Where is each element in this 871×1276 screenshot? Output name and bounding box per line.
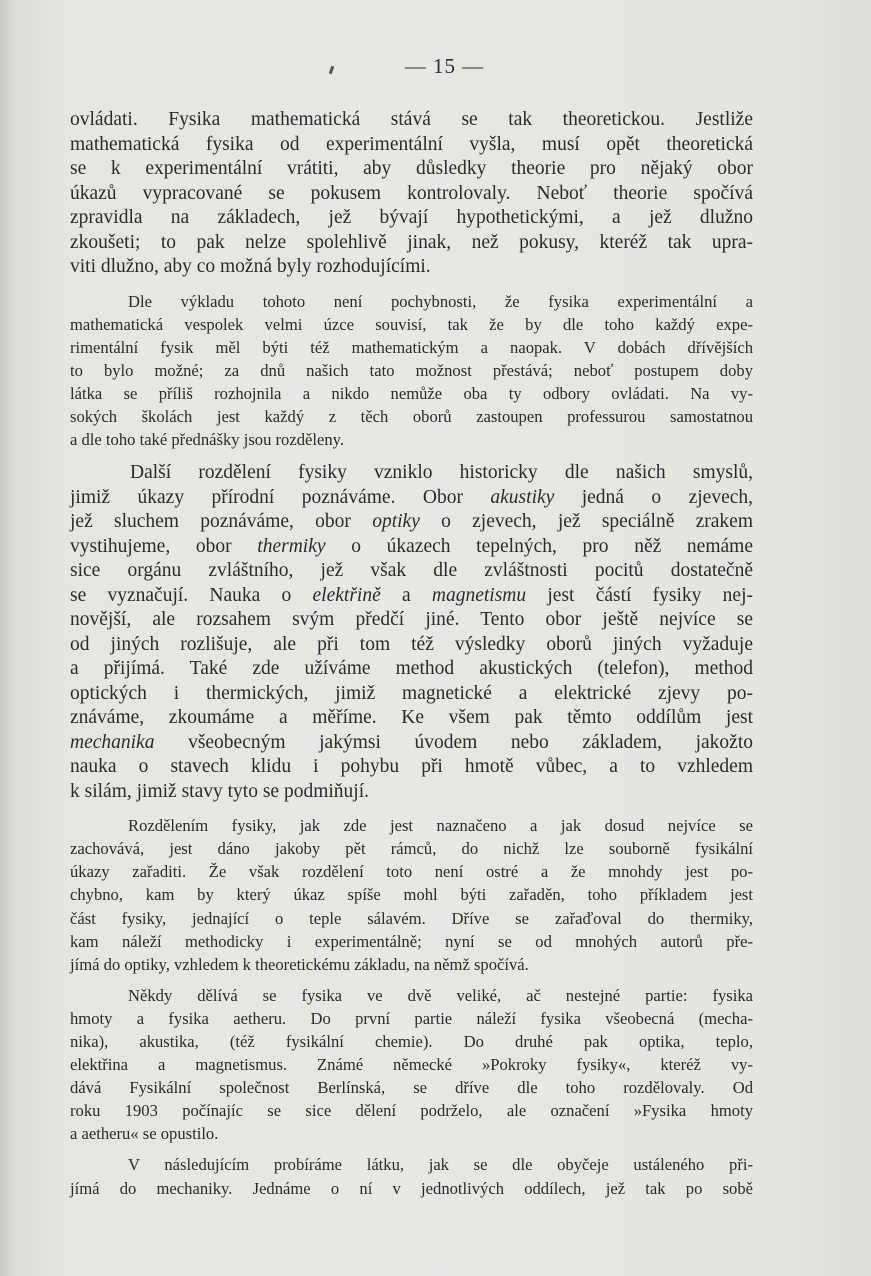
paragraph	[70, 290, 753, 452]
paragraph-gap	[70, 976, 753, 984]
text-line	[70, 255, 753, 280]
text-line	[70, 883, 753, 906]
text-segment: úkazů vypracované se pokusem kontrolovaly. Neboť theorie spočívá	[70, 182, 753, 204]
text-line	[70, 382, 753, 405]
text-line	[70, 953, 753, 976]
text-segment: sice orgánu zvláštního, jež však dle zvláštnosti pocitů dostatečně	[70, 560, 753, 582]
text-segment: o zjevech, jež speciálně zrakem	[419, 511, 754, 533]
page-body	[70, 108, 753, 1200]
italic-term: magnetismu	[431, 584, 527, 606]
text-segment: jedná o zjevech,	[554, 486, 754, 508]
text-line	[70, 706, 753, 731]
paragraph-gap	[70, 280, 753, 290]
text-segment: jest částí fysiky nej-	[526, 584, 753, 606]
text-line	[70, 461, 753, 486]
italic-term: thermiky	[257, 535, 326, 557]
text-line	[70, 313, 753, 336]
text-segment: hmoty a fysika aetheru. Do první partie náleží fysika všeobecná (mecha-	[70, 1008, 753, 1028]
text-segment: rimentální fysik měl býti též mathematickým a naopak. V dobách dřívějších	[70, 337, 753, 357]
text-segment: zpravidla na základech, jež bývají hypothetickými, a jež dlužno	[70, 207, 753, 228]
text-segment: od jiných rozlišuje, ale při tom též výsledky oborů jiných vyžaduje	[70, 633, 753, 655]
text-segment: se vyznačují. Nauka o	[70, 584, 313, 606]
text-line	[70, 731, 753, 756]
text-segment: Další rozdělení fysiky vzniklo historicky dle našich smyslů,	[130, 462, 753, 484]
text-line	[70, 1030, 753, 1053]
italic-term: optiky	[372, 511, 420, 533]
text-line	[70, 584, 753, 609]
text-line	[70, 814, 753, 837]
text-segment: sokých školách jest každý z těch oborů zastoupen professurou samostatnou	[70, 406, 753, 426]
text-line	[70, 231, 753, 256]
text-line	[70, 428, 753, 451]
text-segment: viti dlužno, aby co možná byly rozhodujícími.	[70, 256, 431, 277]
text-line	[70, 907, 753, 930]
paragraph	[70, 108, 753, 280]
text-line	[70, 633, 753, 658]
text-line	[70, 1177, 753, 1200]
paragraph	[70, 984, 753, 1146]
text-segment: jímá do optiky, vzhledem k theoretickému základu, na němž spočívá.	[70, 954, 529, 974]
text-line	[70, 608, 753, 633]
italic-term: akustiky	[490, 486, 555, 508]
text-line	[70, 510, 753, 535]
text-segment: mathematická vespolek velmi úzce souvisí, tak že by dle toho každý expe-	[70, 314, 753, 334]
text-segment: to bylo možné; za dnů našich tato možnost přestává; neboť postupem doby	[70, 360, 753, 380]
text-segment: se k experimentální vrátiti, aby důsledky theorie pro nějaký obor	[70, 158, 753, 179]
text-segment: elektřina a magnetismus. Známé německé »Pokroky fysiky«, kteréž vy-	[70, 1055, 753, 1075]
paragraph-gap	[70, 804, 753, 814]
text-line	[70, 486, 753, 511]
text-line	[70, 1122, 753, 1145]
text-segment: a přijímá. Také zde užíváme method akustických (telefon), method	[70, 658, 753, 680]
text-line	[70, 535, 753, 560]
text-segment: k silám, jimiž stavy tyto se podmiňují.	[70, 780, 369, 802]
text-line	[70, 108, 753, 133]
text-line	[70, 1053, 753, 1076]
text-segment: o úkazech tepelných, pro něž nemáme	[325, 535, 753, 557]
paragraph	[70, 1153, 753, 1199]
text-segment: chybno, kam by který úkaz spíše mohl býti zařaděn, toho příkladem jest	[70, 885, 753, 905]
text-line	[70, 1007, 753, 1030]
text-segment: zachovává, jest dáno jakoby pět rámců, do nichž lze souborně fysikální	[70, 839, 753, 859]
text-segment: optických i thermických, jimiž magnetické a elektrické zjevy po-	[70, 682, 753, 704]
text-line	[70, 1076, 753, 1099]
text-segment: Dle výkladu tohoto není pochybnosti, že fysika experimentální a	[128, 291, 753, 311]
text-line	[70, 657, 753, 682]
text-segment: znáváme, zkoumáme a měříme. Ke všem pak těmto oddílům jest	[70, 707, 753, 729]
text-segment: jež sluchem poznáváme, obor	[70, 511, 373, 533]
italic-term: elektřině	[312, 584, 381, 606]
text-segment: roku 1903 počínajíc se sice dělení podrželo, ale označení »Fysika hmoty	[70, 1101, 753, 1121]
text-segment: Rozdělením fysiky, jak zde jest naznačeno a jak dosud nejvíce se	[128, 816, 753, 836]
text-segment: nauka o stavech klidu i pohybu při hmotě vůbec, a to vzhledem	[70, 756, 753, 778]
text-segment: mathematická fysika od experimentální vyšla, musí opět theoretická	[70, 133, 753, 155]
text-line	[70, 133, 753, 158]
text-line	[70, 359, 753, 382]
text-line	[70, 405, 753, 428]
text-line	[70, 930, 753, 953]
text-line	[70, 157, 753, 182]
text-segment: dává Fysikální společnost Berlínská, se dříve dle toho rozdělovaly. Od	[70, 1078, 753, 1098]
text-segment: a aetheru« se opustilo.	[70, 1124, 219, 1144]
text-segment: ovládati. Fysika mathematická stává se tak theoretickou. Jestliže	[70, 109, 753, 130]
text-segment: nika), akustika, (též fysikální chemie). Do druhé pak optika, teplo,	[70, 1032, 753, 1051]
text-segment: vystihujeme, obor	[70, 535, 258, 557]
text-line	[70, 755, 753, 780]
text-segment: všeobecným jakýmsi úvodem nebo základem, jakožto	[154, 731, 753, 753]
text-segment: novější, ale rozsahem svým předčí jiné. Tento obor ještě nejvíce se	[70, 609, 753, 631]
text-line	[70, 1099, 753, 1122]
text-line	[70, 860, 753, 883]
text-line	[70, 780, 753, 805]
text-line	[70, 1153, 753, 1176]
italic-term: mechanika	[70, 731, 155, 753]
text-segment: V následujícím probíráme látku, jak se dle obyčeje ustáleného při-	[128, 1155, 753, 1175]
text-line	[70, 336, 753, 359]
text-segment: jímá do mechaniky. Jednáme o ní v jednotlivých oddílech, jež tak po sobě	[70, 1178, 753, 1198]
text-line	[70, 182, 753, 207]
text-line	[70, 984, 753, 1007]
text-segment: část fysiky, jednající o teple sálavém. Dříve se zařaďoval do thermiky,	[70, 908, 753, 928]
text-line	[70, 206, 753, 231]
text-line	[70, 682, 753, 707]
text-segment: a	[380, 584, 432, 606]
paragraph	[70, 461, 753, 804]
page-number	[0, 54, 871, 79]
text-line	[70, 837, 753, 860]
text-segment: jimiž úkazy přírodní poznáváme. Obor	[70, 486, 491, 508]
text-segment: zkoušeti; to pak nelze spolehlivě jinak, než pokusy, kteréž tak upra-	[70, 231, 753, 253]
text-segment: kam náleží methodicky i experimentálně; nyní se od mnohých autorů pře-	[70, 931, 753, 951]
page-number-text: — 15 —	[404, 54, 485, 78]
text-segment: Někdy dělívá se fysika ve dvě veliké, ač nestejné partie: fysika	[128, 985, 753, 1005]
paragraph-gap	[70, 1145, 753, 1153]
paragraph-gap	[70, 451, 753, 461]
text-line	[70, 290, 753, 313]
text-segment: látka se příliš rozhojnila a nikdo nemůže oba ty odbory ovládati. Na vy-	[70, 383, 753, 403]
text-line	[70, 559, 753, 584]
text-segment: úkazy zařaditi. Že však rozdělení toto není ostré a že mnohdy jest po-	[70, 862, 753, 882]
text-segment: a dle toho také přednášky jsou rozděleny.	[70, 430, 345, 450]
paragraph	[70, 814, 753, 976]
